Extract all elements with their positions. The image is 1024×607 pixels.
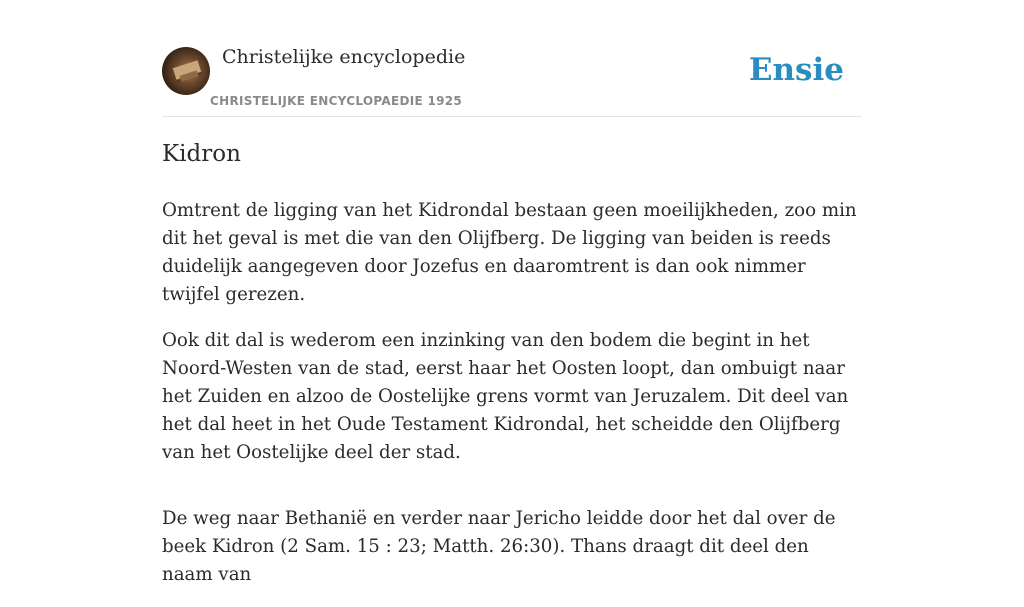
- site-avatar[interactable]: [162, 47, 210, 95]
- brand-logo[interactable]: Ensie: [748, 52, 844, 88]
- site-subtitle: CHRISTELIJKE ENCYCLOPAEDIE 1925: [210, 94, 463, 108]
- article-paragraph: Omtrent de ligging van het Kidrondal bestaan geen moeilijkheden, zoo min dit het geval is met die van den Olijfberg. De ligging van beiden is reeds duidelijk aangegeven door Jozefus en daaromtrent is dan ook nimmer twijfel gerezen.: [162, 200, 857, 305]
- article-paragraph: De weg naar Bethanië en verder naar Jericho leidde door het dal over de beek Kidron (2 Sam. 15 : 23; Matth. 26:30). Thans draagt dit deel den naam van: [162, 508, 836, 585]
- article-title: Kidron: [162, 141, 241, 167]
- article-paragraph: Ook dit dal is wederom een inzinking van den bodem die begint in het Noord-Westen van de stad, eerst haar het Oosten loopt, dan ombuigt naar het Zuiden en alzoo de Oostelijke grens vormt van Jeruzalem. Dit deel van het dal heet in het Oude Testament Kidrondal, het scheidde den Olijfberg van het Oostelijke deel der stad.: [162, 330, 849, 463]
- site-header: [162, 46, 862, 117]
- article: [162, 138, 862, 607]
- site-title[interactable]: Christelijke encyclopedie: [222, 46, 466, 68]
